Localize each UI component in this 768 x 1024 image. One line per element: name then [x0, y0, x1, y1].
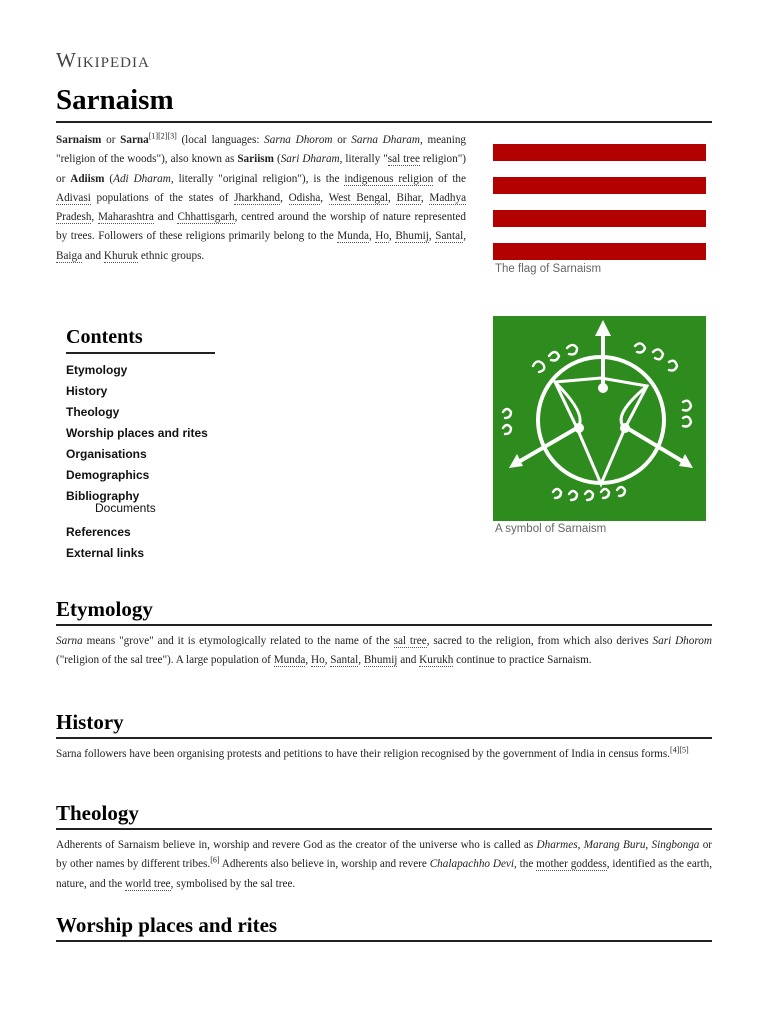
text: or	[332, 134, 352, 146]
section-heading: Worship places and rites	[56, 913, 712, 942]
text: (	[273, 153, 281, 166]
link-munda[interactable]: Munda	[273, 654, 306, 667]
link-west-bengal[interactable]: West Bengal	[328, 191, 389, 204]
italic-term: Marang Buru	[583, 839, 646, 851]
reference-link[interactable]: [6]	[210, 855, 220, 865]
text: ethnic groups.	[138, 249, 205, 262]
text: ("religion of the sal tree"). A large population of	[56, 654, 274, 667]
link-santal[interactable]: Santal	[330, 654, 359, 667]
page-title: Sarnaism	[56, 84, 712, 123]
link-baiga[interactable]: Baiga	[56, 249, 83, 262]
text: ,	[388, 191, 397, 204]
bold-term: Sarna	[120, 134, 149, 146]
section-theology	[56, 801, 712, 894]
reference-link[interactable]: [2]	[158, 131, 168, 141]
link-bhumij[interactable]: Bhumij	[395, 230, 429, 243]
text: Sarna followers have been organising protests and petitions to have their religion recognised by the government of India in census forms.	[56, 748, 671, 760]
section-heading: Theology	[56, 801, 712, 830]
text: , literally "	[339, 153, 388, 166]
reference-link[interactable]: [4]	[670, 745, 680, 755]
table-of-contents	[66, 326, 216, 566]
text: religion") or	[56, 153, 467, 185]
section-heading: History	[56, 710, 712, 739]
text: and	[153, 211, 178, 224]
text: and	[397, 654, 420, 667]
italic-term: Adi Dharam	[113, 172, 171, 185]
text: or by other names by different tribes.	[56, 839, 713, 871]
sarnaism-symbol-image[interactable]	[493, 316, 706, 521]
text: and	[82, 249, 104, 262]
text: continue to practice Sarnaism.	[453, 654, 592, 667]
text: , centred around the worship of nature represented by trees. Followers of these religions primarily belong to the	[56, 211, 466, 243]
text: , sacred to the religion, from which also derives	[426, 635, 653, 647]
link-kurukh[interactable]: Kurukh	[419, 654, 454, 667]
toc-item-worship-places-and-rites[interactable]: Worship places and rites	[66, 426, 208, 440]
link-ho[interactable]: Ho	[375, 230, 389, 243]
text: ,	[645, 839, 652, 851]
text: Adherents also believe in, worship and revere	[219, 858, 430, 871]
text: ,	[428, 230, 436, 243]
link-world-tree[interactable]: world tree	[124, 877, 171, 890]
italic-term: Sarna Dhorom	[264, 134, 333, 146]
bold-term: Sarnaism	[56, 134, 102, 146]
text: or	[101, 134, 121, 146]
text: ,	[320, 191, 329, 204]
italic-term: Sari Dhorom	[652, 635, 712, 647]
section-history	[56, 710, 712, 764]
text: populations of the states of	[90, 191, 235, 204]
text: (	[104, 172, 114, 185]
text: , literally "original religion"), is the	[170, 172, 345, 185]
reference-link[interactable]: [3]	[167, 131, 177, 141]
flag-stripe	[493, 210, 706, 227]
text: ,	[91, 211, 98, 224]
bold-term: Adiism	[70, 172, 105, 185]
text: ,	[305, 654, 311, 667]
flag-caption: The flag of Sarnaism	[495, 263, 602, 275]
text: ,	[368, 230, 376, 243]
text: ,	[358, 654, 364, 667]
toc-subitem-documents[interactable]: Documents	[95, 501, 156, 515]
link-munda[interactable]: Munda	[337, 230, 369, 243]
link-chhattisgarh[interactable]: Chhattisgarh	[177, 211, 235, 224]
section-etymology	[56, 597, 712, 671]
bold-term: Sariism	[237, 153, 274, 166]
toc-item-etymology[interactable]: Etymology	[66, 363, 128, 377]
link-bihar[interactable]: Bihar	[396, 191, 421, 204]
italic-term: Singbonga	[651, 839, 700, 851]
toc-item-bibliography[interactable]: Bibliography	[66, 489, 140, 503]
link-adivasi[interactable]: Adivasi	[56, 191, 91, 204]
link-maharashtra[interactable]: Maharashtra	[97, 211, 154, 224]
section-paragraph	[56, 632, 712, 671]
text: ,	[280, 191, 289, 204]
text: , the	[513, 858, 537, 871]
flag-stripe	[493, 177, 706, 194]
toc-item-organisations[interactable]: Organisations	[66, 447, 147, 461]
reference-link[interactable]: [1]	[148, 131, 159, 141]
link-sal-tree[interactable]: sal tree	[393, 635, 427, 647]
italic-term: Dharmes	[536, 839, 578, 851]
section-paragraph	[56, 836, 712, 894]
toc-item-theology[interactable]: Theology	[66, 405, 120, 419]
text: , identified as the earth, nature, and the	[56, 858, 713, 890]
flag-stripe	[493, 144, 706, 161]
link-indigenous-religion[interactable]: indigenous religion	[344, 172, 434, 185]
link-mother-goddess[interactable]: mother goddess	[536, 858, 607, 871]
link-madhya-pradesh[interactable]: Madhya Pradesh	[56, 191, 467, 224]
italic-term: Sarna Dharam	[351, 134, 420, 146]
link-sal-tree[interactable]: sal tree	[387, 153, 420, 166]
link-khuruk[interactable]: Khuruk	[103, 249, 139, 262]
link-ho[interactable]: Ho	[311, 654, 325, 667]
text: ,	[577, 839, 584, 851]
text: ,	[324, 654, 331, 667]
section-worship-places	[56, 913, 712, 942]
text: , symbolised by the sal tree.	[170, 877, 296, 890]
wikipedia-wordmark[interactable]: Wikipedia	[56, 48, 150, 72]
text: of the	[433, 172, 466, 185]
toc-item-references[interactable]: References	[66, 525, 131, 539]
italic-term: Chalapachho Devi	[429, 858, 514, 871]
toc-item-history[interactable]: History	[66, 384, 108, 398]
link-odisha[interactable]: Odisha	[288, 191, 321, 204]
sarnaism-flag-image[interactable]	[493, 144, 706, 260]
text: ,	[388, 230, 396, 243]
flag-stripe	[493, 243, 706, 260]
text: means "grove" and it is etymologically related to the name of the	[82, 635, 394, 647]
toc-item-external-links[interactable]: External links	[66, 546, 145, 560]
text: (local languages:	[176, 134, 265, 146]
reference-link[interactable]: [5]	[679, 745, 689, 755]
text: ,	[420, 191, 430, 204]
lead-paragraph	[56, 131, 466, 266]
text: Adherents of Sarnaism believe in, worship and revere God as the creator of the universe who is called as	[56, 839, 537, 851]
link-jharkhand[interactable]: Jharkhand	[234, 191, 281, 204]
toc-item-demographics[interactable]: Demographics	[66, 468, 150, 482]
italic-term: Sari Dharam	[280, 153, 340, 166]
link-santal[interactable]: Santal	[435, 230, 464, 243]
italic-term: Sarna	[56, 635, 83, 647]
section-paragraph	[56, 745, 712, 764]
symbol-caption: A symbol of Sarnaism	[495, 523, 607, 535]
text: ,	[463, 230, 466, 243]
toc-title: Contents	[66, 326, 215, 354]
link-bhumij[interactable]: Bhumij	[363, 654, 398, 667]
section-heading: Etymology	[56, 597, 712, 626]
text: , meaning "religion of the woods"), also known as	[56, 134, 467, 166]
